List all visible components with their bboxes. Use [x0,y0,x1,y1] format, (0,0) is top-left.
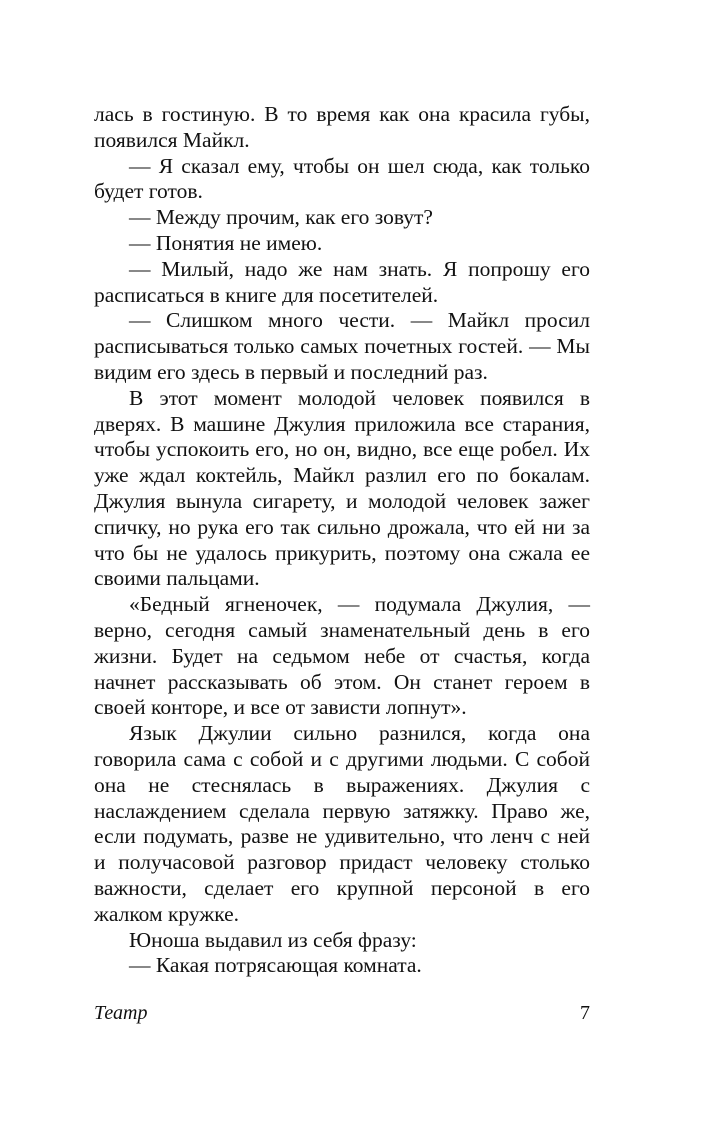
paragraph: «Бедный ягненочек, — подумала Джулия, — верно, сегодня самый знаменательный день в его жизни. Будет на седьмом небе от счастья, когда начнет рассказывать об этом. Он станет героем в своей конторе, и все от зависти лопнут». [94,592,590,720]
paragraph: — Я сказал ему, чтобы он шел сюда, как только будет готов. [94,153,590,204]
paragraph: В этот момент молодой человек появился в дверях. В машине Джулия приложила все старания, чтобы успокоить его, но он, видно, все еще робел. Их уже ждал коктейль, Майкл разлил его по бокалам. Джулия вынула сигарету, и молодой человек зажег спичку, но рука его так сильно дрожала, что ей ни за что бы не удалось прикурить, поэтому она сжала ее своими пальцами. [94,385,590,591]
paragraph: — Милый, надо же нам знать. Я попрошу его расписаться в книге для посетителей. [94,256,590,307]
body-text [94,102,590,979]
paragraph: — Между прочим, как его зовут? [129,205,433,230]
page-number: 7 [580,1002,590,1024]
paragraph: — Слишком много чести. — Майкл просил расписываться только самых почетных гостей. — Мы видим его здесь в первый и последний раз. [94,308,590,384]
paragraph: Юноша выдавил из себя фразу: [129,927,417,952]
page-footer [94,1000,590,1026]
paragraph: — Какая потрясающая комната. [129,953,422,978]
paragraph: Язык Джулии сильно разнился, когда она говорила сама с собой и с другими людьми. С собой она не стеснялась в выражениях. Джулия с наслаждением сделала первую затяжку. Право же, если подумать, разве не удивительно, что ленч с ней и получасовой разговор придаст человеку столько важности, сделает его крупной персоной в его жалком кружке. [94,721,590,926]
paragraph: лась в гостиную. В то время как она красила губы, появился Майкл. [94,102,590,152]
paragraph: — Понятия не имею. [129,230,323,255]
running-title: Театр [94,1002,148,1024]
